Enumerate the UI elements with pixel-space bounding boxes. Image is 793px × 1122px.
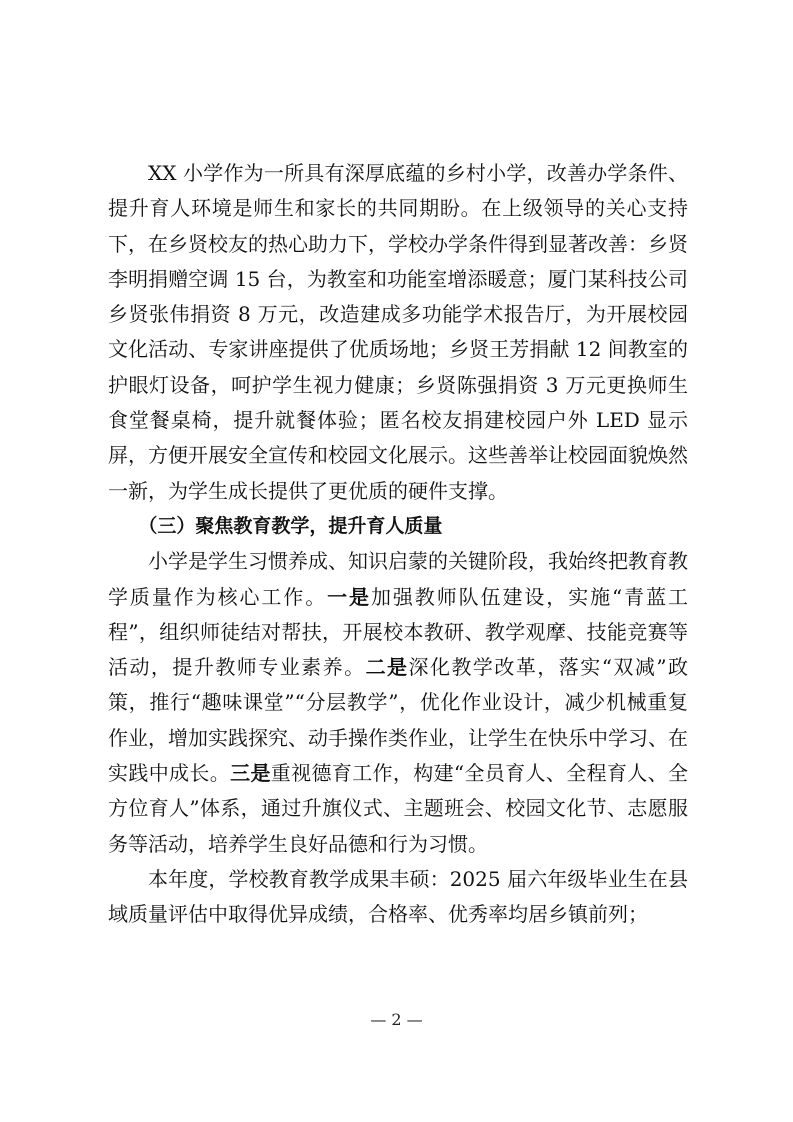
emphasis-text: 三是 <box>230 761 271 786</box>
paragraph-text: 小学是学生习惯养成、知识启蒙的关键阶段，我始终把教育教学质量作为核心工作。 <box>108 549 688 609</box>
emphasis-text: 二是 <box>365 655 409 680</box>
document-body <box>108 156 688 933</box>
page-number: — 2 — <box>370 1010 423 1029</box>
paragraph <box>108 544 688 862</box>
section-heading <box>108 509 688 544</box>
paragraph <box>108 156 688 509</box>
paragraph <box>108 862 688 933</box>
emphasis-text: 一是 <box>327 584 371 609</box>
paragraph-text: XX 小学作为一所具有深厚底蕴的乡村小学，改善办学条件、提升育人环境是师生和家长的共同期盼。在上级领导的关心支持下，在乡贤校友的热心助力下，学校办学条件得到显著改善：乡贤李明捐赠空调 15 台，为教室和功能室增添暖意；厦门某科技公司乡贤张伟捐资 8 万元，改造建成多功能学术报告厅，为开展校园文化活动、专家讲座提供了优质场地；乡贤王芳捐献 12 间教室的护眼灯设备，呵护学生视力健康；乡贤陈强捐资 3 万元更换师生食堂餐桌椅，提升就餐体验；匿名校友捐建校园户外 LED 显示屏，方便开展安全宣传和校园文化展示。这些善举让校园面貌焕然一新，为学生成长提供了更优质的硬件支撑。 <box>108 161 688 503</box>
paragraph-text: 深化教学改革，落实“双减”政策，推行“趣味课堂”“分层教学”，优化作业设计，减少机械重复作业，增加实践探究、动手操作类作业，让学生在快乐中学习、在实践中成长。 <box>108 655 689 786</box>
paragraph-text: 加强教师队伍建设，实施“青蓝工程”，组织师徒结对帮扶，开展校本教研、教学观摩、技能竞赛等活动，提升教师专业素养。 <box>108 584 688 680</box>
paragraph-text: 本年度，学校教育教学成果丰硕：2025 届六年级毕业生在县域质量评估中取得优异成绩，合格率、优秀率均居乡镇前列； <box>108 866 688 927</box>
emphasis-text: （三）聚焦教育教学，提升育人质量 <box>138 514 443 537</box>
paragraph-text: 重视德育工作，构建“全员育人、全程育人、全方位育人”体系，通过升旗仪式、主题班会、校园文化节、志愿服务等活动，培养学生良好品德和行为习惯。 <box>108 761 688 856</box>
